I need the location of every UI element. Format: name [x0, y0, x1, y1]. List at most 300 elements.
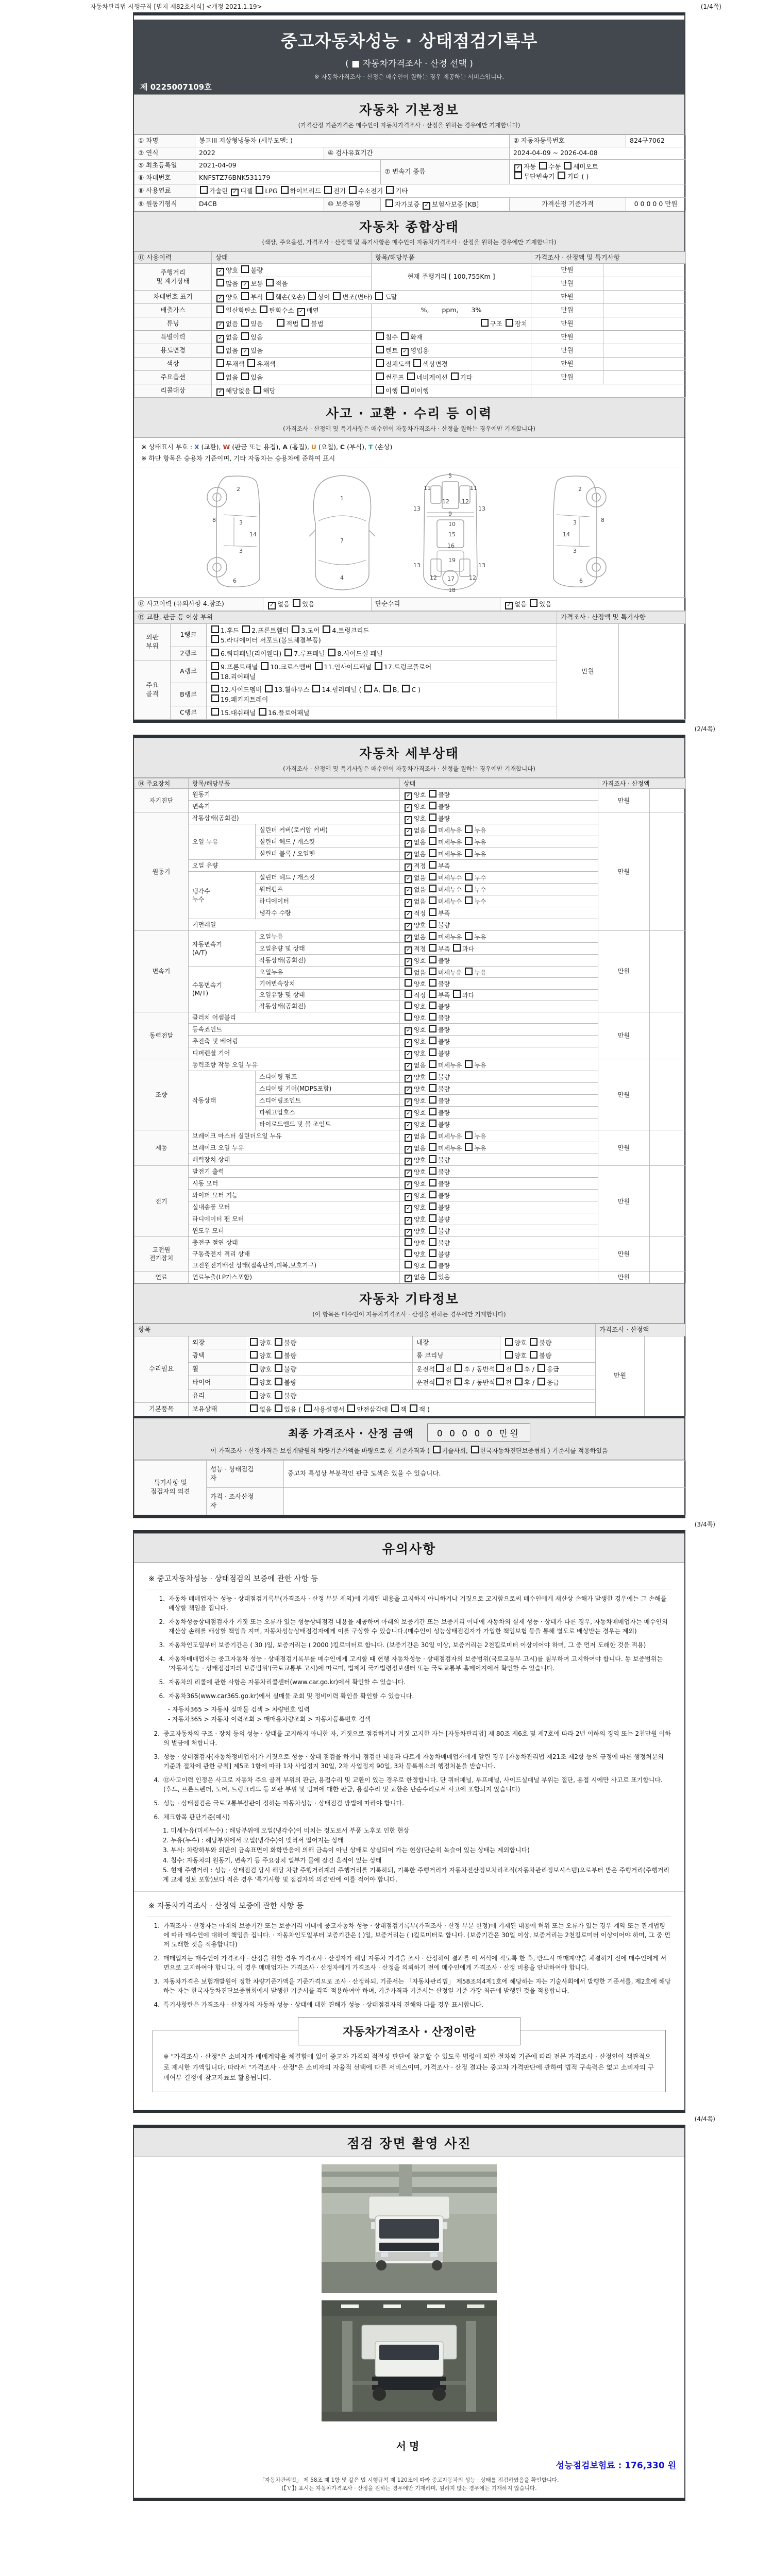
- checkbox[interactable]: [250, 1338, 258, 1346]
- checkbox[interactable]: [211, 672, 219, 680]
- checkbox[interactable]: [376, 372, 384, 380]
- checkbox[interactable]: [347, 1404, 355, 1412]
- checkbox[interactable]: [453, 944, 461, 952]
- checkbox[interactable]: [530, 599, 537, 607]
- checkbox-checked[interactable]: ✓: [405, 1110, 412, 1118]
- cell: 동력전달: [135, 1012, 189, 1059]
- checkbox[interactable]: [323, 625, 330, 633]
- checkbox[interactable]: [539, 162, 547, 170]
- checkbox-checked[interactable]: ✓: [216, 321, 224, 329]
- checkbox[interactable]: [429, 790, 436, 798]
- table-row: [135, 1059, 686, 1071]
- overall-state-note: (색상, 주요옵션, 가격조사 · 산정액 및 특기사항은 매수인이 자동차가격조사 · 산정을 원하는 경우에만 기재합니다): [262, 238, 557, 246]
- checkbox-checked[interactable]: ✓: [405, 1122, 412, 1130]
- cell: ⑬ 교환, 판금 등 이상 부위: [135, 612, 557, 624]
- checkbox[interactable]: [429, 1202, 436, 1210]
- checkbox[interactable]: [211, 708, 219, 716]
- checkbox[interactable]: [216, 346, 224, 353]
- checkbox[interactable]: [429, 814, 436, 821]
- checkbox[interactable]: [537, 1378, 545, 1385]
- cell: 배력장치 상태: [189, 1154, 400, 1166]
- checkbox[interactable]: [385, 199, 393, 207]
- checkbox[interactable]: [250, 1404, 258, 1412]
- checkbox[interactable]: [465, 1131, 473, 1139]
- checkbox-checked[interactable]: ✓: [405, 875, 412, 883]
- checkbox[interactable]: [429, 1060, 436, 1068]
- table-row: [135, 1166, 686, 1178]
- checkbox[interactable]: [429, 956, 436, 963]
- checkbox[interactable]: [216, 372, 224, 380]
- checkbox[interactable]: [266, 292, 274, 300]
- checkbox[interactable]: [429, 1013, 436, 1021]
- checkbox[interactable]: [211, 649, 219, 656]
- checkbox[interactable]: [429, 1272, 436, 1280]
- checkbox[interactable]: [429, 932, 436, 940]
- vehicle-diagram: [134, 467, 684, 597]
- checkbox[interactable]: [242, 625, 250, 633]
- checkbox[interactable]: [293, 599, 300, 607]
- checkbox[interactable]: [405, 968, 412, 975]
- cell: [603, 304, 686, 317]
- checkbox[interactable]: [241, 372, 249, 380]
- checkbox-checked[interactable]: ✓: [405, 1075, 412, 1082]
- price-survey-info-text: ※ "가격조사 · 산정"은 소비자가 매매계약을 체결함에 있어 중고차 가격의 적절성 판단에 참고할 수 있도록 법령에 의한 절차와 기준에 따라 전문 가격조사 · 산정인이 객관적으로 제시한 가액입니다. 따라서 "가격조사 · 산정"은 소비자의 자율적 선택에 따른 서비스이며, 가격조사 · 산정 결과는 중고차 가격판단에 관하여 법적 구속력은 없고 소비자의 구매여부 결정에 참고자료로 활용됩니다.: [163, 2052, 654, 2082]
- cell: 스티어링조인트: [256, 1095, 400, 1107]
- checkbox-checked[interactable]: ✓: [216, 335, 224, 343]
- notice-item-text: 자동차인도일부터 보증기간은 ( 30 )일, 보증거리는 ( 2000 )킬로미터로 합니다. (보증기간은 30일 이상, 보증거리는 2천킬로미터 이상이어야 하며, 그 중 먼저 도래한 것을 적용): [169, 1641, 646, 1649]
- checkbox-checked[interactable]: ✓: [405, 1217, 412, 1225]
- checkbox[interactable]: [275, 1351, 282, 1359]
- checkbox[interactable]: [465, 849, 473, 857]
- checkbox[interactable]: [250, 1351, 258, 1359]
- checkbox-checked[interactable]: ✓: [505, 602, 513, 609]
- checkbox[interactable]: [429, 990, 436, 998]
- notice-item: [147, 2000, 671, 2009]
- checkbox-checked[interactable]: ✓: [405, 804, 412, 812]
- table-row: [135, 344, 686, 358]
- checkbox[interactable]: [429, 873, 436, 880]
- checkbox-checked[interactable]: ✓: [231, 189, 239, 196]
- checkbox[interactable]: [429, 1025, 436, 1032]
- checkbox[interactable]: [429, 1214, 436, 1222]
- checkbox-checked[interactable]: ✓: [405, 1170, 412, 1177]
- cell: [650, 1166, 686, 1237]
- checkbox[interactable]: [465, 1060, 473, 1068]
- checkbox[interactable]: [254, 386, 261, 394]
- checkbox-checked[interactable]: ✓: [405, 828, 412, 836]
- cell: 기본품목: [135, 1402, 189, 1416]
- page-marker-2: (2/4쪽): [694, 725, 715, 733]
- notice-subitem: - 자동차365 > 자동차 실매물 검색 > 차량번호 입력: [168, 1705, 310, 1713]
- checkbox[interactable]: [315, 662, 323, 670]
- detail-state-header: [134, 738, 684, 778]
- checkbox[interactable]: [564, 162, 572, 170]
- checkbox[interactable]: [241, 319, 249, 327]
- checkbox[interactable]: [241, 332, 249, 340]
- checkbox[interactable]: [216, 279, 224, 286]
- checkbox[interactable]: [333, 292, 341, 300]
- checkbox[interactable]: [530, 1351, 537, 1359]
- checkbox-checked[interactable]: ✓: [405, 1039, 412, 1047]
- checkbox[interactable]: [250, 1364, 258, 1372]
- checkbox[interactable]: [292, 625, 299, 633]
- checkbox[interactable]: [433, 1446, 441, 1453]
- checkbox[interactable]: [429, 1072, 436, 1080]
- checkbox[interactable]: [429, 1084, 436, 1092]
- checkbox[interactable]: [455, 1364, 462, 1372]
- checkbox[interactable]: [429, 1238, 436, 1246]
- cell: 만원: [598, 1012, 650, 1059]
- checkbox[interactable]: [324, 186, 332, 194]
- checkbox[interactable]: [465, 896, 473, 904]
- cell: ✓ 없음 있음: [212, 331, 372, 344]
- notice-item-text: 성능 · 상태점검자(자동차정비업자)가 거짓으로 성능 · 상태 점검을 하거나 점검한 내용과 다르게 자동차매매업자에게 알린 경우 [자동차관리법 제21조 제2항 등의 규정에 따른 행정처분의 기준과 절차에 관한 규칙] 제5조 1항에 따라 1차 사업정지 30일, 2차 사업정지 90일, 3차 등록취소의 행정처분을 받습니다.: [163, 1753, 664, 1770]
- checkbox[interactable]: [304, 1404, 312, 1412]
- checkbox[interactable]: [429, 1037, 436, 1044]
- checkbox[interactable]: [515, 1378, 523, 1385]
- checkbox[interactable]: [429, 1143, 436, 1151]
- checkbox[interactable]: [261, 662, 268, 670]
- checkbox[interactable]: [481, 319, 489, 327]
- notice-item-number: 5.: [159, 1678, 165, 1686]
- checkbox-checked[interactable]: ✓: [405, 935, 412, 942]
- cell: [650, 1012, 686, 1059]
- checkbox[interactable]: [200, 186, 208, 194]
- checkbox[interactable]: [558, 172, 565, 179]
- checkbox[interactable]: [405, 1249, 412, 1257]
- table-row: [135, 598, 686, 611]
- cell: 오일유량 및 상태: [256, 989, 400, 1001]
- checkbox[interactable]: [364, 685, 372, 692]
- checkbox[interactable]: [429, 885, 436, 892]
- checkbox-checked[interactable]: ✓: [405, 1063, 412, 1071]
- checkbox[interactable]: [465, 837, 473, 845]
- checkbox[interactable]: [211, 625, 219, 633]
- checkbox[interactable]: [530, 1338, 537, 1346]
- cell: 스티어링 펌프: [256, 1071, 400, 1083]
- checkbox[interactable]: [429, 908, 436, 916]
- checkbox[interactable]: [429, 1002, 436, 1009]
- cell: 양호 불량: [400, 1248, 598, 1260]
- cell: 가격조사 · 산정액: [596, 1324, 686, 1336]
- checkbox[interactable]: [256, 186, 263, 194]
- checkbox[interactable]: [266, 279, 274, 286]
- notice-item: [147, 1775, 671, 1794]
- cell: ✓ 없음 있음: [500, 598, 686, 611]
- cell: 운전석 전 후 / 동반석 전 후 / 응급: [413, 1363, 596, 1376]
- checkbox[interactable]: [515, 1364, 523, 1372]
- cell: 가격조사 · 산정액 및 특기사항: [557, 612, 686, 624]
- checkbox-checked[interactable]: ✓: [405, 792, 412, 800]
- checkbox[interactable]: [405, 1002, 412, 1009]
- checkbox[interactable]: [312, 685, 320, 692]
- checkbox[interactable]: [429, 861, 436, 869]
- svg-text:9: 9: [448, 511, 452, 518]
- notice-item: [147, 1812, 671, 1822]
- table-row: [135, 1324, 686, 1336]
- checkbox[interactable]: [376, 359, 384, 367]
- detail-state-note: (가격조사 · 산정액 및 특기사항은 매수인이 자동차가격조사 · 산정을 원하는 경우에만 기재합니다): [283, 765, 535, 772]
- checkbox[interactable]: [211, 694, 219, 702]
- checkbox-checked[interactable]: ✓: [423, 202, 430, 210]
- checkbox[interactable]: [429, 1191, 436, 1198]
- checkbox[interactable]: [429, 1131, 436, 1139]
- checkbox[interactable]: [275, 1378, 282, 1385]
- checkbox[interactable]: [216, 359, 224, 367]
- checkbox[interactable]: [376, 346, 384, 353]
- checkbox[interactable]: [391, 1404, 399, 1412]
- checkbox[interactable]: [259, 708, 266, 716]
- checkbox-checked[interactable]: ✓: [405, 1146, 412, 1154]
- cell: [650, 789, 686, 812]
- checkbox-checked[interactable]: ✓: [216, 388, 224, 396]
- cell: ⑭ 주요장치: [135, 778, 189, 789]
- checkbox[interactable]: [375, 662, 382, 670]
- cell: 성능 · 상태점검 자: [207, 1460, 284, 1487]
- checkbox[interactable]: [401, 386, 409, 394]
- checkbox[interactable]: [429, 1261, 436, 1268]
- checkbox[interactable]: [465, 968, 473, 975]
- cell: 배출가스: [135, 304, 212, 317]
- cell: 등속죠인트: [189, 1024, 400, 1036]
- checkbox[interactable]: [405, 990, 412, 998]
- checkbox[interactable]: [451, 372, 459, 380]
- checkbox[interactable]: [376, 386, 384, 394]
- checkbox[interactable]: [405, 1238, 412, 1246]
- checkbox-checked[interactable]: ✓: [405, 958, 412, 966]
- checkbox-checked[interactable]: ✓: [405, 1087, 412, 1094]
- checkbox-checked[interactable]: ✓: [405, 887, 412, 895]
- cell: ✓ 양호 불량: [400, 1166, 598, 1178]
- notice-subitem: 3. 부식: 차량하부와 외판의 금속표면이 화학반응에 의해 금속이 아닌 상태로 상실되어 가는 현상(단순히 녹슬어 있는 상태는 제외합니다): [163, 1846, 530, 1854]
- checkbox[interactable]: [436, 1364, 444, 1372]
- checkbox[interactable]: [275, 1404, 282, 1412]
- checkbox[interactable]: [247, 359, 255, 367]
- checkbox[interactable]: [328, 649, 335, 656]
- checkbox[interactable]: [241, 292, 249, 300]
- checkbox[interactable]: [429, 1108, 436, 1115]
- checkbox-checked[interactable]: ✓: [405, 1158, 412, 1165]
- checkbox[interactable]: [505, 1338, 513, 1346]
- cell: 1.후드 2.프론트휀더 3.도어 4.트렁크리드 5.라디에이터 서포트(볼트체결부품): [207, 624, 557, 647]
- checkbox[interactable]: [375, 292, 383, 300]
- checkbox-checked[interactable]: ✓: [405, 899, 412, 907]
- cell: 스티어링 기어(MDPS포함): [256, 1083, 400, 1095]
- checkbox-checked[interactable]: ✓: [405, 816, 412, 824]
- checkbox[interactable]: [275, 1391, 282, 1399]
- cell: ✓ 양호 부식 훼손(오손) 상이 변조(변타) 도말: [212, 291, 531, 304]
- checkbox[interactable]: [265, 685, 273, 692]
- checkbox[interactable]: [216, 306, 224, 313]
- checkbox[interactable]: [405, 1013, 412, 1021]
- cell: 없음 ✓ 있음: [212, 344, 372, 358]
- cell: 2랭크: [171, 647, 207, 660]
- checkbox[interactable]: [241, 265, 249, 273]
- cell: 만원: [598, 1130, 650, 1166]
- checkbox[interactable]: [465, 1143, 473, 1151]
- svg-text:6: 6: [233, 578, 237, 585]
- checkbox[interactable]: [250, 1378, 258, 1385]
- checkbox-checked[interactable]: ✓: [405, 1275, 412, 1282]
- checkbox[interactable]: [465, 873, 473, 880]
- page-top-row: [90, 2, 721, 11]
- checkbox-checked[interactable]: ✓: [405, 852, 412, 859]
- checkbox[interactable]: [429, 1120, 436, 1127]
- cell: 유리: [189, 1389, 245, 1403]
- checkbox[interactable]: [429, 1249, 436, 1257]
- cell: ✓ 없음 미세누유 누유: [400, 824, 598, 836]
- checkbox-checked[interactable]: ✓: [297, 308, 305, 316]
- checkbox-checked[interactable]: ✓: [405, 1181, 412, 1189]
- checkbox-checked[interactable]: ✓: [268, 602, 276, 609]
- checkbox-checked[interactable]: ✓: [405, 1229, 412, 1236]
- checkbox[interactable]: [211, 662, 219, 670]
- footer-note-1: 「자동차관리법」 제 58조 제 1항 및 같은 법 시행규칙 제 120조에 따라 중고자동차의 성능 · 상태를 점검하였음을 확인합니다.: [259, 2477, 559, 2483]
- checkbox-checked[interactable]: ✓: [405, 1193, 412, 1201]
- checkbox[interactable]: [429, 920, 436, 928]
- checkbox[interactable]: [465, 825, 473, 833]
- checkbox[interactable]: [506, 319, 513, 327]
- checkbox[interactable]: [383, 685, 391, 692]
- checkbox[interactable]: [496, 1364, 504, 1372]
- checkbox[interactable]: [402, 685, 410, 692]
- checkbox[interactable]: [405, 1261, 412, 1268]
- checkbox[interactable]: [429, 1167, 436, 1175]
- other-info-header: [134, 1283, 684, 1324]
- checkbox[interactable]: [429, 944, 436, 952]
- damage-code: T (손상): [368, 443, 393, 451]
- checkbox[interactable]: [429, 825, 436, 833]
- svg-text:12: 12: [469, 574, 476, 582]
- checkbox-checked[interactable]: ✓: [241, 348, 249, 356]
- checkbox[interactable]: [429, 1096, 436, 1104]
- svg-text:8: 8: [212, 517, 216, 524]
- checkbox-checked[interactable]: ✓: [405, 1205, 412, 1213]
- checkbox[interactable]: [429, 896, 436, 904]
- checkbox[interactable]: [275, 1364, 282, 1372]
- checkbox[interactable]: [465, 885, 473, 892]
- checkbox-checked[interactable]: ✓: [405, 911, 412, 919]
- cell: 색상: [135, 358, 212, 371]
- checkbox[interactable]: [410, 1404, 417, 1412]
- checkbox-checked[interactable]: ✓: [405, 1027, 412, 1035]
- notice-header: [134, 1533, 684, 1563]
- svg-text:4: 4: [340, 574, 344, 582]
- checkbox-checked[interactable]: ✓: [405, 1051, 412, 1059]
- checkbox[interactable]: [429, 849, 436, 857]
- checkbox[interactable]: [465, 932, 473, 940]
- cell: 수리필요: [135, 1336, 189, 1402]
- checkbox[interactable]: [429, 837, 436, 845]
- checkbox[interactable]: [275, 1338, 282, 1346]
- checkbox[interactable]: [211, 635, 219, 643]
- checkbox[interactable]: [429, 968, 436, 975]
- cell: 냉각수 누수: [189, 872, 256, 919]
- checkbox-checked[interactable]: ✓: [216, 268, 224, 276]
- cell: 발전기 출력: [189, 1166, 400, 1178]
- cell: 만원: [598, 812, 650, 931]
- checkbox[interactable]: [284, 649, 292, 656]
- checkbox[interactable]: [429, 1155, 436, 1163]
- checkbox-checked[interactable]: ✓: [405, 923, 412, 930]
- cell: 만원: [596, 1336, 645, 1416]
- checkbox[interactable]: [211, 685, 219, 692]
- svg-text:14: 14: [249, 531, 257, 538]
- checkbox[interactable]: [250, 1391, 258, 1399]
- checkbox[interactable]: [260, 306, 267, 313]
- checkbox[interactable]: [281, 186, 289, 194]
- document-title: 중고자동차성능 · 상태점검기록부: [280, 31, 538, 51]
- checkbox[interactable]: [429, 1048, 436, 1056]
- cell: ✓ 없음 미세누유 누유: [400, 1142, 598, 1154]
- checkbox[interactable]: [429, 802, 436, 809]
- checkbox-checked[interactable]: ✓: [405, 1134, 412, 1142]
- cell: 주행거리 및 계기상태: [135, 264, 212, 291]
- checkbox[interactable]: [277, 319, 284, 327]
- notice-item: [153, 1640, 671, 1650]
- checkbox-checked[interactable]: ✓: [216, 295, 224, 302]
- notice-item: [147, 1921, 671, 1949]
- checkbox[interactable]: [453, 990, 461, 998]
- notice-item: [153, 1677, 671, 1687]
- checkbox[interactable]: [429, 1179, 436, 1187]
- checkbox-checked[interactable]: ✓: [241, 281, 249, 289]
- checkbox[interactable]: [407, 372, 415, 380]
- cell: 충전구 절연 상태: [189, 1237, 400, 1248]
- checkbox-checked[interactable]: ✓: [514, 164, 522, 172]
- checkbox[interactable]: [413, 359, 421, 367]
- checkbox-checked[interactable]: ✓: [405, 946, 412, 954]
- overall-state-title: 자동차 종합상태: [359, 219, 459, 234]
- cell: 가격산정 기준가격: [510, 197, 626, 211]
- cell: ⑪ 사용이력: [135, 251, 212, 264]
- table-row: [135, 331, 686, 344]
- cell: 특기사항 및 점검자의 의견: [135, 1460, 207, 1515]
- notice-item-number: 3.: [154, 1977, 160, 1985]
- checkbox[interactable]: [349, 186, 357, 194]
- checkbox-checked[interactable]: ✓: [401, 348, 409, 356]
- checkbox[interactable]: [429, 979, 436, 987]
- checkbox-checked[interactable]: ✓: [405, 863, 412, 871]
- cell: 전기: [135, 1166, 189, 1237]
- checkbox[interactable]: [405, 979, 412, 987]
- cell: 추진축 및 베어링: [189, 1036, 400, 1047]
- checkbox[interactable]: [308, 292, 316, 300]
- table-row: [135, 371, 686, 384]
- form-table: [134, 1324, 686, 1416]
- checkbox[interactable]: [429, 1226, 436, 1234]
- cell: 만원: [598, 1059, 650, 1130]
- cell: 만원: [557, 624, 619, 720]
- checkbox[interactable]: [514, 172, 522, 179]
- checkbox[interactable]: [455, 1378, 462, 1385]
- cell: 봉고III 저상형냉동차 (세부모델: ): [195, 135, 510, 147]
- checkbox[interactable]: [505, 1351, 513, 1359]
- checkbox-checked[interactable]: ✓: [405, 1098, 412, 1106]
- table-row: [135, 384, 686, 398]
- checkbox-checked[interactable]: ✓: [405, 840, 412, 848]
- checkbox[interactable]: [401, 332, 409, 340]
- checkbox[interactable]: [376, 332, 384, 340]
- checkbox[interactable]: [537, 1364, 545, 1372]
- checkbox[interactable]: [496, 1378, 504, 1385]
- checkbox[interactable]: [471, 1446, 479, 1453]
- checkbox[interactable]: [436, 1378, 444, 1385]
- detail-state-title: 자동차 세부상태: [359, 746, 459, 761]
- checkbox[interactable]: [301, 319, 309, 327]
- cell: 내장: [413, 1336, 500, 1349]
- checkbox[interactable]: [386, 186, 394, 194]
